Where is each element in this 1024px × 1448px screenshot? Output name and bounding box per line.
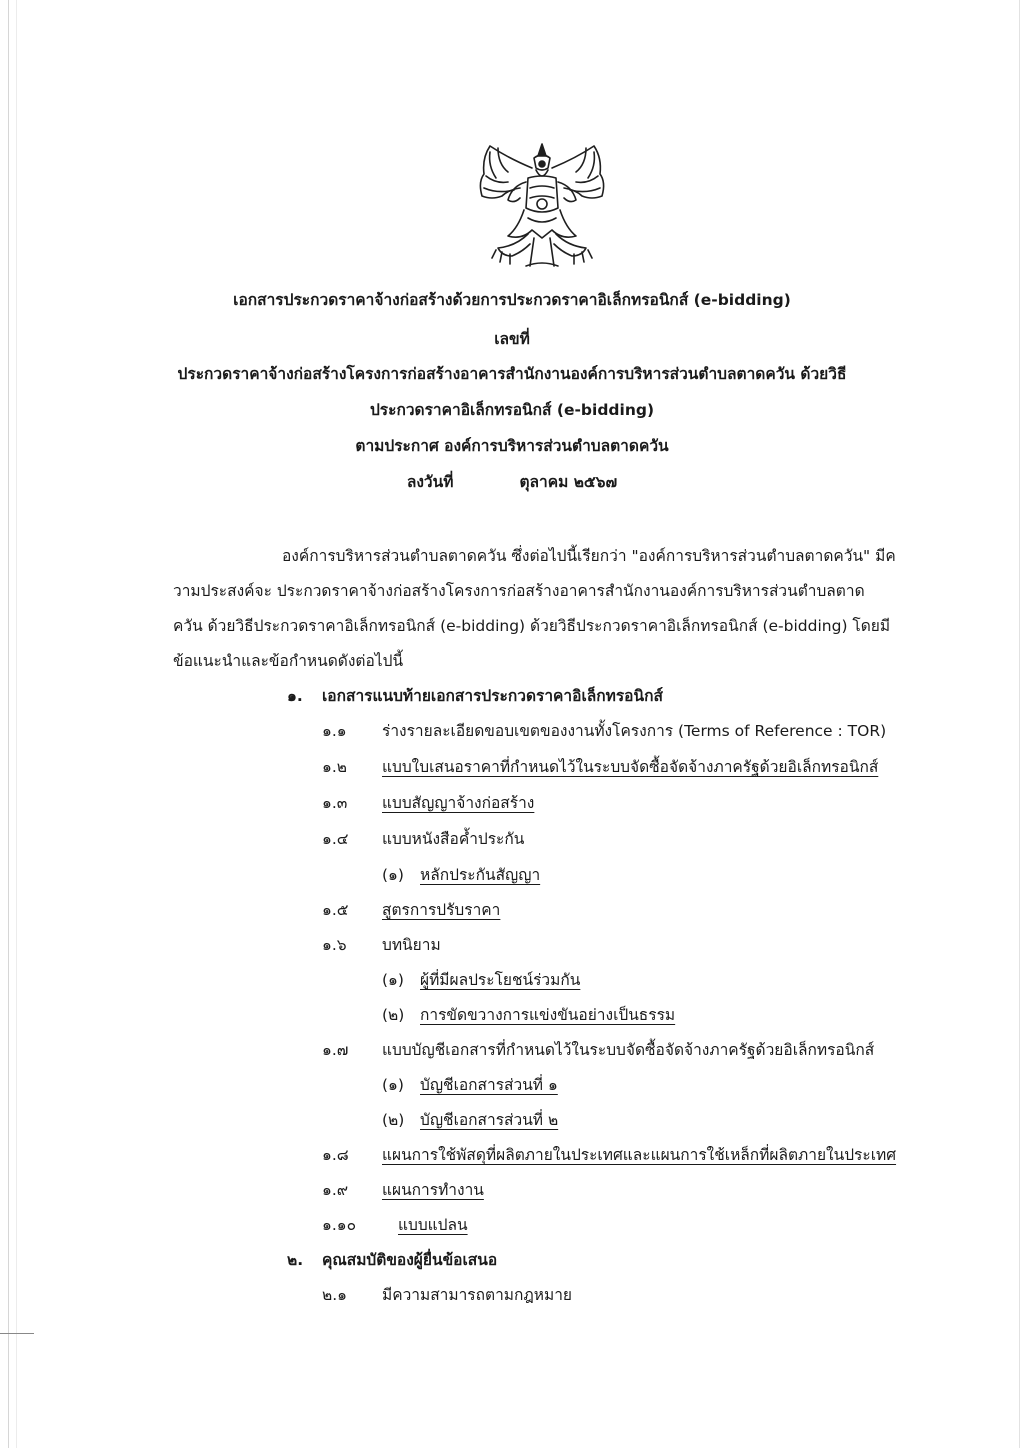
item-text: แบบใบเสนอราคาที่กำหนดไว้ในระบบจัดซื้อจัดจ้างภาครัฐด้วยอิเล็กทรอนิกส์	[382, 758, 879, 776]
doc-date	[0, 469, 1024, 494]
doc-number-label: เลขที่	[494, 330, 530, 348]
item-text: แบบสัญญาจ้างก่อสร้าง	[382, 794, 535, 812]
section2-title: คุณสมบัติของผู้ยื่นข้อเสนอ	[322, 1251, 498, 1269]
intro-line-2: วามประสงค์จะ ประกวดราคาจ้างก่อสร้างโครงการก่อสร้างอาคารสำนักงานองค์การบริหารส่วนตำบลตาด	[173, 582, 865, 600]
item-number: ๒.๑	[322, 1286, 347, 1304]
item-text: แบบหนังสือค้ำประกัน	[382, 830, 525, 848]
item-text: แบบบัญชีเอกสารที่กำหนดไว้ในระบบจัดซื้อจัดจ้างภาครัฐด้วยอิเล็กทรอนิกส์	[382, 1041, 875, 1059]
subitem-text: หลักประกันสัญญา	[420, 866, 541, 884]
doc-title: เอกสารประกวดราคาจ้างก่อสร้างด้วยการประกวดราคาอิเล็กทรอนิกส์ (e-bidding)	[233, 291, 791, 309]
scan-edge-mark	[0, 1333, 34, 1334]
item-text: มีความสามารถตามกฎหมาย	[382, 1286, 573, 1304]
section2-number: ๒.	[287, 1251, 304, 1269]
intro-line-1: องค์การบริหารส่วนตำบลตาดควัน ซึ่งต่อไปนี้เรียกว่า "องค์การบริหารส่วนตำบลตาดควัน" มีค	[282, 547, 896, 565]
scan-edge-left-inner	[16, 0, 17, 1448]
item-number: ๑.๘	[322, 1146, 349, 1164]
subitem-text: บัญชีเอกสารส่วนที่ ๒	[420, 1111, 559, 1129]
item-text: สูตรการปรับราคา	[382, 901, 501, 919]
item-number: ๑.๗	[322, 1041, 349, 1059]
item-number: ๑.๑๐	[322, 1216, 357, 1234]
section1-number: ๑.	[287, 687, 303, 705]
item-text: ร่างรายละเอียดขอบเขตของงานทั้งโครงการ (Terms of Reference : TOR)	[382, 722, 887, 740]
subitem-text: บัญชีเอกสารส่วนที่ ๑	[420, 1076, 558, 1094]
item-number: ๑.๔	[322, 830, 349, 848]
subitem-text: การขัดขวางการแข่งขันอย่างเป็นธรรม	[420, 1006, 676, 1024]
section1-title: เอกสารแนบท้ายเอกสารประกวดราคาอิเล็กทรอนิกส์	[322, 687, 663, 705]
subitem-number: (๑)	[382, 971, 404, 989]
subitem-number: (๑)	[382, 1076, 404, 1094]
item-text: บทนิยาม	[382, 936, 441, 954]
doc-subject-line2: ประกวดราคาอิเล็กทรอนิกส์ (e-bidding)	[369, 401, 655, 419]
intro-line-4: ข้อแนะนำและข้อกำหนดดังต่อไปนี้	[173, 652, 404, 670]
intro-line-3: ควัน ด้วยวิธีประกวดราคาอิเล็กทรอนิกส์ (e-bidding) ด้วยวิธีประกวดราคาอิเล็กทรอนิกส์ (e-bidding) โดยมี	[173, 617, 891, 635]
doc-subject-line1: ประกวดราคาจ้างก่อสร้างโครงการก่อสร้างอาคารสำนักงานองค์การบริหารส่วนตำบลตาดควัน ด้วยวิธี	[177, 365, 847, 383]
item-text: แผนการใช้พัสดุที่ผลิตภายในประเทศและแผนการใช้เหล็กที่ผลิตภายในประเทศ	[382, 1146, 897, 1164]
date-value: ตุลาคม ๒๕๖๗	[519, 473, 618, 491]
item-number: ๑.๓	[322, 794, 348, 812]
item-number: ๑.๖	[322, 936, 347, 954]
garuda-emblem-icon	[468, 138, 616, 274]
item-text: แผนการทำงาน	[382, 1181, 484, 1199]
subitem-text: ผู้ที่มีผลประโยชน์ร่วมกัน	[420, 971, 581, 989]
scan-edge-right	[1019, 0, 1020, 1448]
subitem-number: (๒)	[382, 1111, 405, 1129]
item-number: ๑.๑	[322, 722, 347, 740]
item-number: ๑.๕	[322, 901, 349, 919]
scan-edge-left	[8, 0, 9, 1448]
subitem-number: (๑)	[382, 866, 404, 884]
subitem-number: (๒)	[382, 1006, 405, 1024]
item-text: แบบแปลน	[398, 1216, 468, 1234]
item-number: ๑.๒	[322, 758, 347, 776]
date-label: ลงวันที่	[406, 473, 454, 491]
doc-announcement: ตามประกาศ องค์การบริหารส่วนตำบลตาดควัน	[355, 437, 669, 455]
item-number: ๑.๙	[322, 1181, 349, 1199]
